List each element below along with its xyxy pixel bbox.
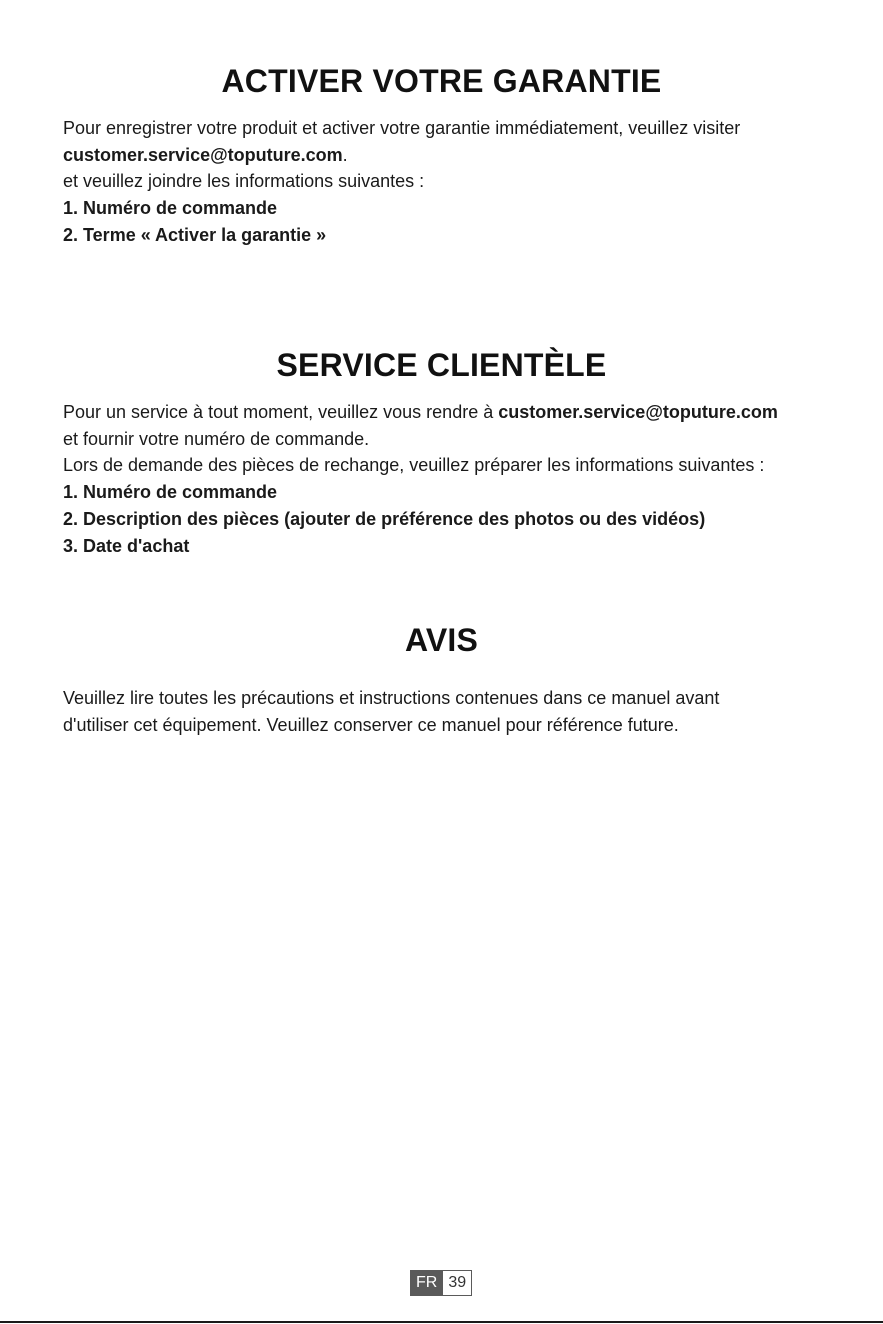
service-body xyxy=(63,399,823,559)
service-intro-line xyxy=(63,399,823,426)
service-email: customer.service@toputure.com xyxy=(498,402,778,422)
warranty-section xyxy=(63,61,823,249)
service-title: SERVICE CLIENTÈLE xyxy=(276,347,607,383)
warranty-item: 2. Terme « Activer la garantie » xyxy=(63,224,327,245)
service-intro: Pour un service à tout moment, veuillez vous rendre à xyxy=(63,402,499,422)
warranty-body xyxy=(63,115,823,249)
service-line-3: Lors de demande des pièces de rechange, veuillez préparer les informations suivantes : xyxy=(63,455,765,476)
warranty-email: customer.service@toputure.com xyxy=(63,144,343,165)
notice-body xyxy=(63,685,823,738)
notice-title: AVIS xyxy=(404,622,479,658)
notice-line-2: d'utiliser cet équipement. Veuillez conserver ce manuel pour référence future. xyxy=(63,714,679,735)
notice-line-1: Veuillez lire toutes les précautions et instructions contenues dans ce manuel avant xyxy=(63,688,720,708)
notice-section xyxy=(63,620,823,738)
customer-service-section xyxy=(63,345,823,559)
service-item: 3. Date d'achat xyxy=(63,535,190,556)
warranty-intro: Pour enregistrer votre produit et activer votre garantie immédiatement, veuillez visiter xyxy=(63,118,741,138)
language-label: FR xyxy=(410,1270,443,1296)
bottom-divider xyxy=(0,1321,883,1323)
warranty-instruction: et veuillez joindre les informations suivantes : xyxy=(63,171,425,192)
page-number-badge xyxy=(410,1270,472,1296)
warranty-item: 1. Numéro de commande xyxy=(63,198,278,219)
service-item: 1. Numéro de commande xyxy=(63,482,278,503)
warranty-email-suffix: . xyxy=(342,144,348,165)
service-item: 2. Description des pièces (ajouter de préférence des photos ou des vidéos) xyxy=(63,508,706,529)
warranty-title: ACTIVER VOTRE GARANTIE xyxy=(221,63,662,99)
page-number: 39 xyxy=(443,1270,472,1296)
warranty-email-line xyxy=(63,142,823,169)
service-line-2: et fournir votre numéro de commande. xyxy=(63,428,370,449)
